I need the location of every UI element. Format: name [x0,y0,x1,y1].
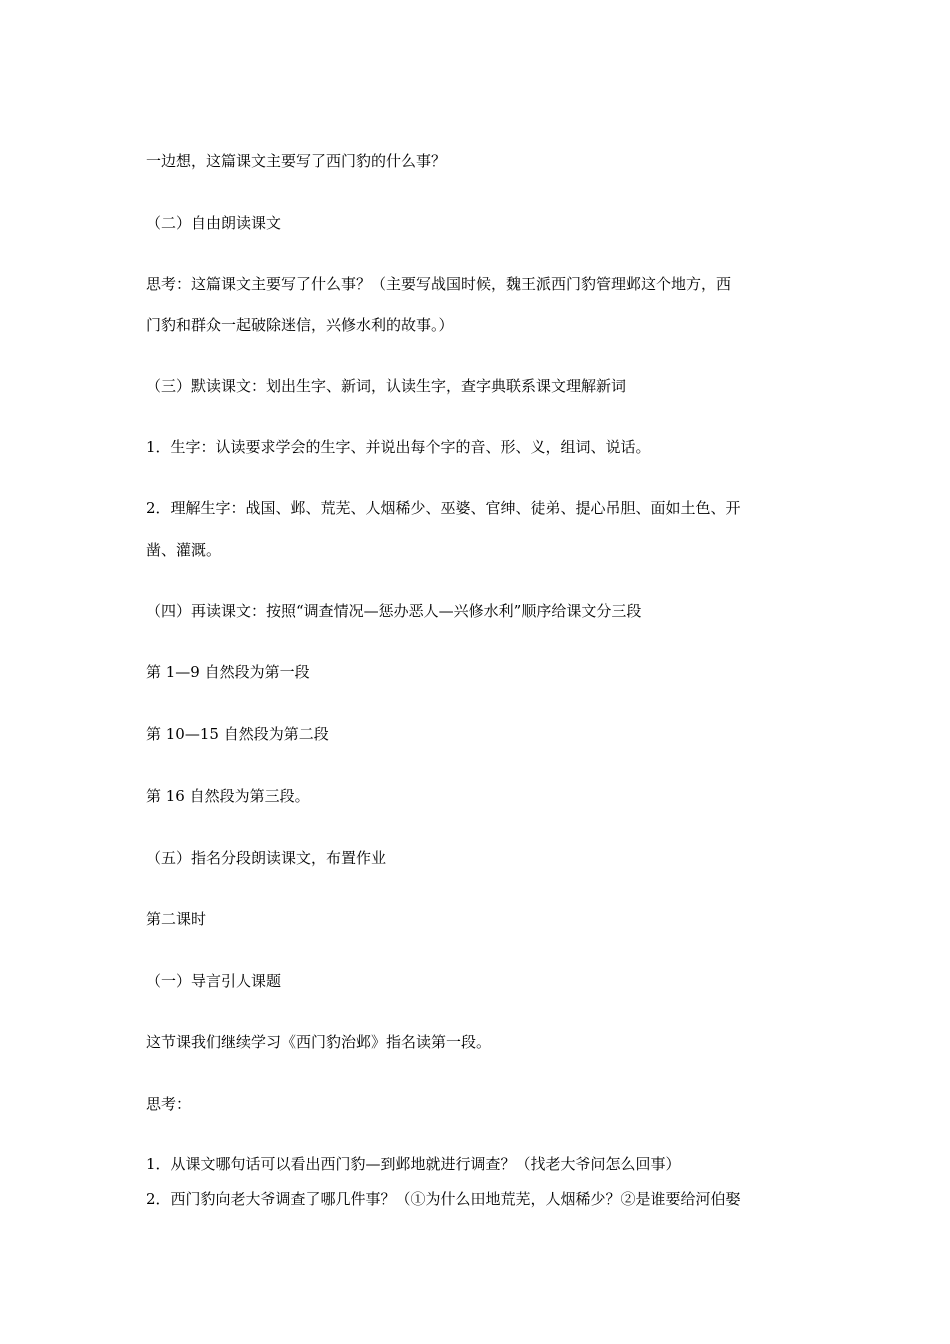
text-line-8: 凿、灌溉。 [146,541,222,559]
text-line-17: 思考： [146,1095,192,1113]
text-line-12: 第 16 自然段为第三段。 [146,787,310,805]
text-line-3: 思考：这篇课文主要写了什么事？（主要写战国时候，魏王派西门豹管理邺这个地方，西 [146,275,732,293]
text-line-11: 第 10—15 自然段为第二段 [146,725,329,743]
text-line-5: （三）默读课文：划出生字、新词，认读生字，查字典联系课文理解新词 [146,377,627,395]
text-line-15: （一）导言引人课题 [146,972,282,990]
text-line-6: 1．生字：认读要求学会的生字、并说出每个字的音、形、义，组词、说话。 [146,438,651,456]
text-line-10: 第 1—9 自然段为第一段 [146,663,310,681]
text-line-2: （二）自由朗读课文 [146,214,282,232]
text-line-14: 第二课时 [146,910,207,928]
text-line-18: 1．从课文哪句话可以看出西门豹—到邺地就进行调查？（找老大爷问怎么回事） [146,1155,681,1173]
text-line-16: 这节课我们继续学习《西门豹治邺》指名读第一段。 [146,1033,492,1051]
text-line-7: 2．理解生字：战国、邺、荒芜、人烟稀少、巫婆、官绅、徒弟、提心吊胆、面如土色、开 [146,499,741,517]
text-line-13: （五）指名分段朗读课文，布置作业 [146,849,387,867]
text-line-4: 门豹和群众一起破除迷信，兴修水利的故事。） [146,316,454,334]
text-line-1: 一边想，这篇课文主要写了西门豹的什么事？ [146,152,447,170]
text-line-9: （四）再读课文：按照“调查情况—惩办恶人—兴修水利”顺序给课文分三段 [146,602,642,620]
text-line-19: 2．西门豹向老大爷调查了哪几件事？（①为什么田地荒芜，人烟稀少？②是谁要给河伯娶 [146,1190,741,1208]
